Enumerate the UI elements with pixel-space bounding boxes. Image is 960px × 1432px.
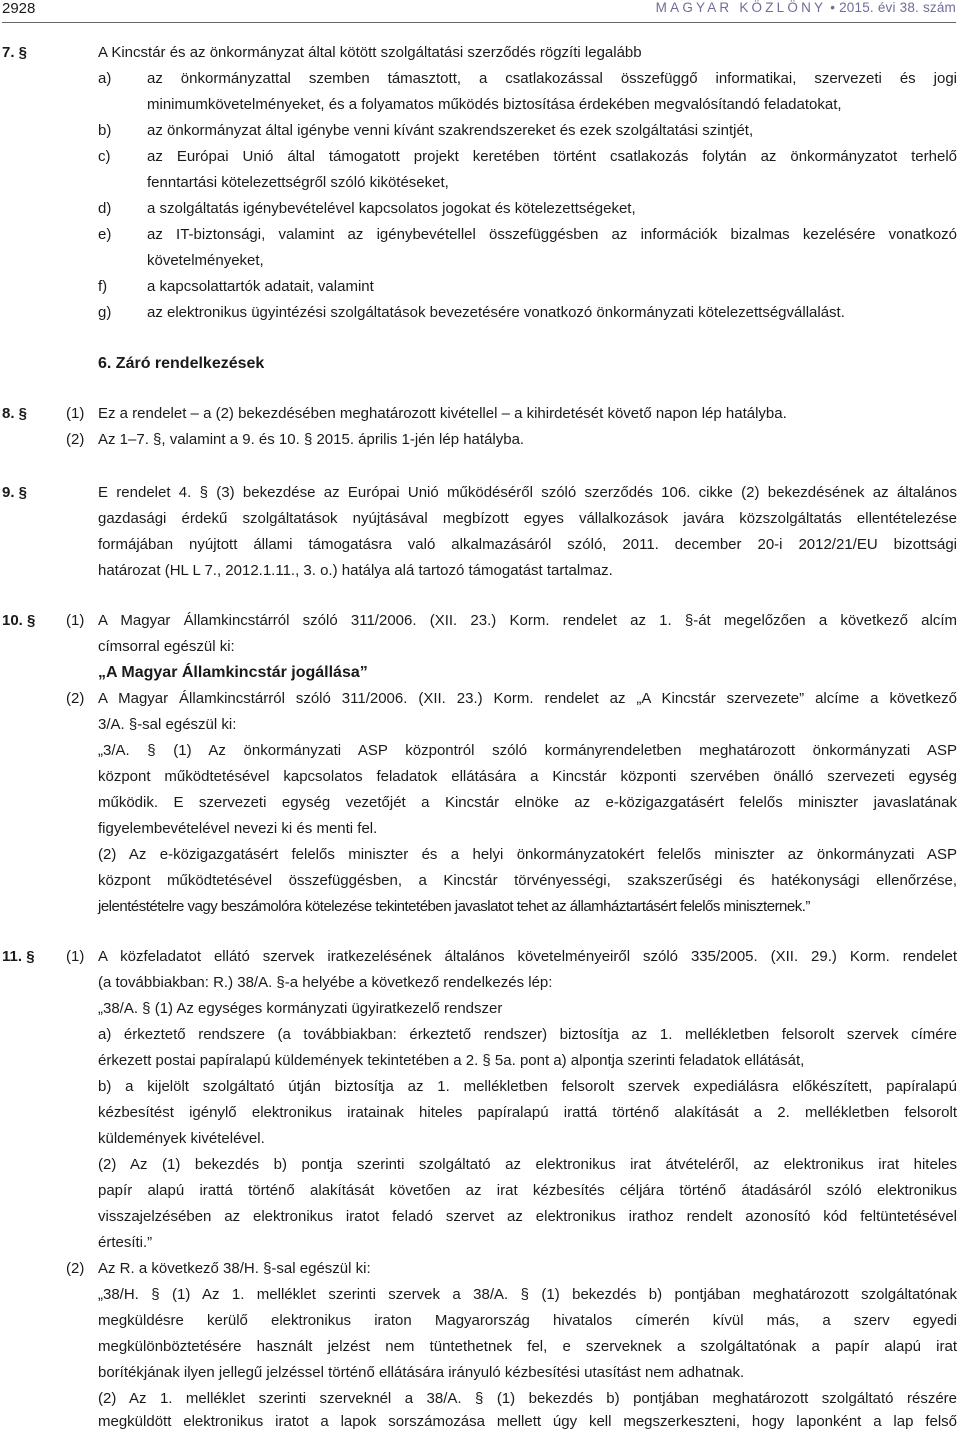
- section-number: 8. §: [2, 405, 28, 422]
- text-line: (a továbbiakban: R.) 38/A. §-a helyébe a következő rendelkezés lép:: [98, 974, 553, 991]
- text-line: (2) Az (1) bekezdés b) pontja szerinti szolgáltató az elektronikus irat átvételéről, az elektronikus irat hiteles: [98, 1156, 957, 1173]
- text-line: fenntartási kötelezettségről szóló kikötéseket,: [147, 174, 449, 191]
- text-line: jelentéstételre vagy beszámolóra kötelezése tekintetében javaslatot tehet az államháztartásért felelős miniszternek.”: [98, 898, 810, 915]
- text-line: határozat (HL L 7., 2012.1.11., 3. o.) hatálya alá tartozó támogatást tartalmaz.: [98, 562, 613, 579]
- item-label: d): [98, 200, 112, 217]
- text-line: megküldésre kerülő elektronikus iraton Magyarország hivatalos címerén kívül más, a szerv egyedi: [98, 1312, 957, 1329]
- paragraph-label: (2): [66, 431, 85, 448]
- item-label: e): [98, 226, 112, 243]
- section-number: 7. §: [2, 44, 28, 61]
- text-line: 3/A. §-sal egészül ki:: [98, 716, 237, 733]
- text-line: megkülönböztetésére használt jelzést nem tüntethetnek fel, e szerveknek a szolgáltatónak a papír alapú irat: [98, 1338, 957, 1355]
- text-line: A Magyar Államkincstárról szóló 311/2006. (XII. 23.) Korm. rendelet az 1. §-át megelőzően a következő alcím: [98, 612, 957, 629]
- text-line: (2) Az e-közigazgatásért felelős miniszter és a helyi önkormányzatokért felelős miniszter az önkormányzati ASP: [98, 846, 957, 863]
- text-line: b) a kijelölt szolgáltató útján biztosítja az 1. mellékletben felsorolt szervek expediálásra előkészített, papíralapú: [98, 1078, 957, 1095]
- text-line: A Magyar Államkincstárról szóló 311/2006. (XII. 23.) Korm. rendelet az „A Kincstár szervezete” alcíme a következő: [98, 690, 957, 707]
- text-line: címsorral egészül ki:: [98, 638, 235, 655]
- text-line: értesíti.”: [98, 1234, 153, 1251]
- text-line: központ működtetésével összefüggésben, a Kincstár törvényességi, szakszerűségi és hatékonysági ellenőrzése,: [98, 872, 957, 889]
- section-number: 10. §: [2, 612, 36, 629]
- paragraph-label: (1): [66, 405, 85, 422]
- chapter-heading: 6. Záró rendelkezések: [98, 355, 265, 372]
- paragraph-label: (2): [66, 1260, 85, 1277]
- text-line: borítékjának ilyen jellegű jelzéssel történő ellátására irányuló kézbesítési utasítást nem adhatnak.: [98, 1364, 745, 1381]
- text-line: minimumkövetelményeket, és a folyamatos működés biztosítása érdekében megvalósítandó feladatokat,: [147, 96, 842, 113]
- text-line: központ működtetésével kapcsolatos feladatok ellátására a Kincstár központi szervében önálló szervezeti egység: [98, 768, 957, 785]
- text-line: kézbesítést igénylő elektronikus iratainak hiteles papíralapú irattá történő alakítását a 2. mellékletben felsorolt: [98, 1104, 957, 1121]
- text-line: E rendelet 4. § (3) bekezdése az Európai Unió működéséről szóló szerződés 106. cikke (2) bekezdésének az általános: [98, 484, 957, 501]
- item-label: g): [98, 304, 112, 321]
- text-line: figyelembevételével nevezi ki és menti fel.: [98, 820, 378, 837]
- text-line: Az R. a következő 38/H. §-sal egészül ki:: [98, 1260, 371, 1277]
- section-number: 11. §: [2, 948, 35, 965]
- text-line: a kapcsolattartók adatait, valamint: [147, 278, 374, 295]
- text-line: az Európai Unió által támogatott projekt keretében történt csatlakozás folytán az önkormányzatot terhelő: [147, 148, 957, 165]
- journal-title: MAGYAR KÖZLÖNY: [655, 0, 827, 15]
- text-line: (2) Az 1. melléklet szerinti szerveknél a 38/A. § (1) bekezdés b) pontjában meghatározott szolgáltató részére: [98, 1390, 957, 1407]
- text-line: „3/A. § (1) Az önkormányzati ASP központról szóló kormányrendeletben meghatározott önkormányzati ASP: [98, 742, 957, 759]
- item-label: b): [98, 122, 112, 139]
- text-line: az önkormányzat által igénybe venni kívánt szakrendszereket és ezek szolgáltatási szintjét,: [147, 122, 754, 139]
- text-line: követelményeket,: [147, 252, 264, 269]
- issue-number: • 2015. évi 38. szám: [830, 0, 956, 15]
- paragraph-label: (2): [66, 690, 85, 707]
- text-line: megküldött elektronikus iratot a lapok sorszámozása mellett úgy kell megszerkeszteni, hogy laponként a lap felső: [98, 1413, 957, 1430]
- item-label: c): [98, 148, 111, 165]
- text-line: a) érkeztető rendszere (a továbbiakban: érkeztető rendszer) biztosítja az 1. mellékletben felsorolt szervek címére: [98, 1026, 957, 1043]
- text-line: Ez a rendelet – a (2) bekezdésében meghatározott kivétellel – a kihirdetését követő napon lép hatályba.: [98, 405, 787, 422]
- text-line: működik. E szervezeti egység vezetőjét a Kincstár elnöke az e-közigazgatásért felelős miniszter javaslatának: [98, 794, 957, 811]
- item-label: a): [98, 70, 112, 87]
- text-line: visszajelzésében az elektronikus iratot feladó szervet az elektronikus irathoz rendelt azonosító kód feltüntetésével: [98, 1208, 957, 1225]
- text-line: a szolgáltatás igénybevételével kapcsolatos jogokat és kötelezettségeket,: [147, 200, 636, 217]
- text-line: A közfeladatot ellátó szervek iratkezelésének általános követelményeiről szóló 335/2005. (XII. 29.) Korm. rendelet: [98, 948, 957, 965]
- text-line: az önkormányzattal szemben támasztott, a csatlakozással összefüggő informatikai, szervezeti és jogi: [147, 70, 957, 87]
- text-line: gazdasági érdekű szolgáltatások nyújtásával megbízott egyes vállalkozások javára közszolgáltatás ellentételezése: [98, 510, 957, 527]
- text-line: az IT-biztonsági, valamint az igénybevétellel összefüggésben az információk bizalmas kezelésére vonatkozó: [147, 226, 957, 243]
- paragraph-label: (1): [66, 612, 85, 629]
- page-number: 2928: [2, 0, 36, 17]
- text-line: érkezett postai papíralapú küldemények tekintetében a 2. § 5a. pont a) alpontja szerinti feladatok ellátását,: [98, 1052, 805, 1069]
- section-intro: A Kincstár és az önkormányzat által kötött szolgáltatási szerződés rögzíti legalább: [98, 44, 642, 61]
- text-line: „38/H. § (1) Az 1. melléklet szerinti szervek a 38/A. § (1) bekezdés b) pontjában meghatározott szolgáltatónak: [98, 1286, 957, 1303]
- text-line: formájában nyújtott állami támogatásra való alkalmazásáról szóló, 2011. december 20-i 2012/21/EU bizottsági: [98, 536, 957, 553]
- running-header: [656, 0, 956, 15]
- section-number: 9. §: [2, 484, 28, 501]
- text-line: papír alapú irattá történő alakítását követően az irat kézbesítés céljára történő átadásáról szóló elektronikus: [98, 1182, 957, 1199]
- text-line: az elektronikus ügyintézési szolgáltatások bevezetésére vonatkozó önkormányzati kötelezettségvállalást.: [147, 304, 845, 321]
- item-label: f): [98, 278, 108, 295]
- paragraph-label: (1): [66, 948, 85, 965]
- text-line: Az 1–7. §, valamint a 9. és 10. § 2015. április 1-jén lép hatályba.: [98, 431, 525, 448]
- text-line: „38/A. § (1) Az egységes kormányzati ügyiratkezelő rendszer: [98, 1000, 503, 1017]
- header-rule: [2, 22, 956, 23]
- text-line: küldemények kivételével.: [98, 1130, 265, 1147]
- subtitle-heading: „A Magyar Államkincstár jogállása”: [98, 664, 368, 681]
